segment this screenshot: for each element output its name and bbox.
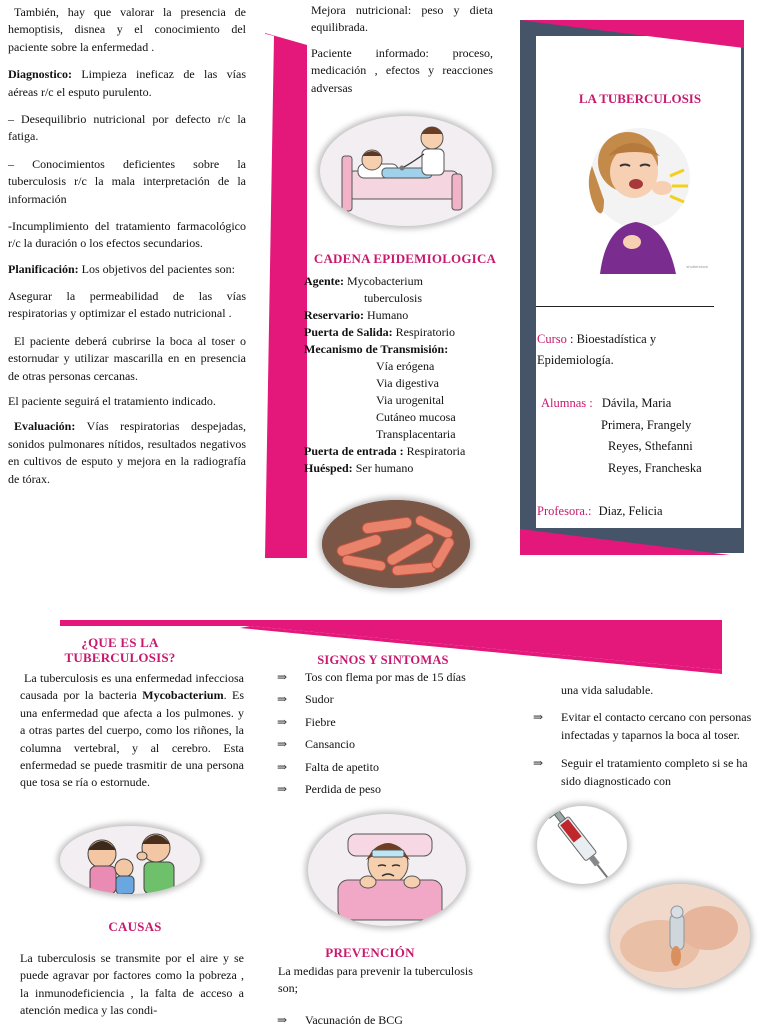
- nutricion-paragraph: Mejora nutricional: peso y dieta equilibrada.: [311, 3, 493, 35]
- via-item: Via digestiva: [376, 376, 439, 391]
- symptom-item: ⇒ Sudor: [277, 691, 507, 708]
- reservorio-value: Humano: [366, 308, 409, 323]
- huesped-label: Huésped:: [304, 461, 353, 476]
- causas-paragraph: La tuberculosis se transmite por el aire y se puede agravar por factores como la pobreza , la inmunodeficiencia , la falta de acceso a atención medica y las condi-: [20, 951, 244, 1018]
- curso-label: Curso: [537, 332, 567, 346]
- curso-value: : Bioestadística y Epidemiología.: [537, 332, 657, 368]
- prevencion-intro: La medidas para prevenir la tuberculosis son;: [278, 964, 473, 996]
- via-item: Vía erógena: [376, 359, 435, 374]
- diagnostico-label: Diagnostico:: [8, 67, 72, 82]
- sick-girl-icon: [308, 814, 466, 926]
- people-coughing-illustration: [60, 826, 200, 894]
- cover-pink-top: [520, 20, 744, 50]
- doctor-patient-icon: [320, 116, 492, 226]
- diagnostico-text: Limpieza ineficaz de las vías aéreas r/c el esputo purulento.: [8, 67, 246, 99]
- bacteria-name: Mycobacterium: [142, 688, 224, 703]
- coughing-girl-illustration: [560, 116, 718, 274]
- bacteria-image: [322, 500, 470, 588]
- symptom-item: ⇒ Fiebre: [277, 714, 507, 731]
- agente-row: [304, 273, 504, 290]
- shutterstock-tag: shutterstock: [686, 264, 708, 270]
- evaluacion-paragraph: [8, 418, 246, 488]
- planificacion-text: Los objetivos del pacientes son:: [78, 261, 235, 276]
- symptom-item: ⇒ Perdida de peso: [277, 781, 507, 798]
- medical-exam-icon: [610, 884, 750, 988]
- symptom-item: ⇒ Tos con flema por mas de 15 días: [277, 669, 507, 686]
- plan3-paragraph: El paciente seguirá el tratamiento indicado.: [8, 394, 216, 409]
- alumna-name: Reyes, Francheska: [608, 460, 702, 475]
- cadena-title: CADENA EPIDEMIOLOGICA: [313, 251, 497, 266]
- alumna-name: Dávila, Maria: [601, 396, 672, 410]
- que-es-title-line1: ¿QUE ES LA: [81, 635, 159, 650]
- syringe-illustration: [537, 806, 627, 884]
- salida-row: [304, 324, 504, 341]
- profesora-value: Diaz, Felicia: [598, 504, 663, 518]
- coughing-girl-icon: [560, 116, 718, 274]
- plan1-paragraph: Asegurar la permeabilidad de las vías respiratorias y optimizar el estado nutricional .: [8, 289, 246, 321]
- agente-row-2: [304, 290, 504, 307]
- entrada-row: [304, 443, 504, 460]
- salida-value: Respiratorio: [395, 325, 455, 340]
- agente-label: Agente:: [304, 274, 344, 288]
- entrada-label: Puerta de entrada :: [304, 444, 404, 459]
- sick-girl-illustration: [308, 814, 466, 926]
- cover-pink-bottom: [520, 525, 744, 555]
- profesora-label: Profesora.:: [537, 504, 592, 518]
- huesped-value: Ser humano: [355, 461, 414, 476]
- people-coughing-icon: [60, 826, 200, 894]
- prevention-list-cont: [533, 708, 761, 795]
- dx4-paragraph: -Incumplimiento del tratamiento farmacológico r/c la duración o los efectos secundarios.: [8, 218, 246, 251]
- alumna-name: Primera, Frangely: [601, 417, 692, 432]
- huesped-row: [304, 460, 504, 477]
- prevencion-list: [277, 1012, 507, 1034]
- reservorio-row: [304, 307, 504, 324]
- cover-title: LA TUBERCULOSIS: [578, 91, 702, 106]
- planificacion-label: Planificación:: [8, 261, 79, 276]
- intro-paragraph: También, hay que valorar la presencia de hemoptisis, disnea y el conocimiento del paciente sobre la enfermedad .: [8, 5, 246, 54]
- doctor-patient-illustration: [320, 116, 492, 226]
- prevencion-title: PREVENCIÓN: [325, 945, 415, 960]
- plan2-paragraph: El paciente deberá cubrirse la boca al toser o estornudar y utilizar mascarilla en en presencia de otras personas cercanas.: [8, 333, 246, 383]
- alumnas-label: Alumnas :: [541, 396, 593, 410]
- mecanismo-row: [304, 341, 504, 358]
- informado-paragraph: Paciente informado: proceso, medicación , efectos y reacciones adversas: [311, 45, 493, 95]
- planificacion-paragraph: [8, 261, 246, 278]
- cover-divider: [536, 306, 714, 307]
- cadena-list: [304, 273, 504, 477]
- que-es-title: [30, 636, 210, 666]
- que-es-text-b: . Es una enfermedad que afecta a los pulmones. y a otras partes del cuerpo, como los riñones, la columna vertebral, y al cerebro. Esta enfermedad se puede trasmitir de una persona que tosa se ría o estornude.: [20, 688, 244, 790]
- alumnas-row-1: [541, 393, 731, 415]
- causas-title: CAUSAS: [108, 919, 162, 934]
- diagnostico-paragraph: [8, 66, 246, 101]
- reservorio-label: Reservario:: [304, 308, 364, 323]
- evaluacion-text: Vías respiratorias despejadas, sonidos pulmonares nítidos, resultados negativos en cultivos de esputo y mejora en la radiografía de tórax.: [8, 419, 246, 486]
- dx2-paragraph: – Desequilibrio nutricional por defecto r/c la fatiga.: [8, 111, 246, 144]
- curso-block: [537, 329, 727, 372]
- que-es-text-a: La tuberculosis es una enfermedad infecciosa causada por la bacteria: [20, 671, 244, 703]
- salida-label: Puerta de Salida:: [304, 325, 393, 340]
- bacteria-icon: [322, 500, 470, 588]
- symptom-item: ⇒ Falta de apetito: [277, 759, 507, 776]
- evaluacion-label: Evaluación:: [14, 419, 76, 434]
- agente-value: Mycobacterium: [346, 274, 423, 288]
- que-es-paragraph: [20, 670, 244, 792]
- column-2-top: [311, 2, 493, 103]
- via-item: Via urogenital: [376, 393, 445, 408]
- healthy-life-continuation: una vida saludable.: [561, 683, 654, 697]
- alumna-name: Reyes, Sthefanni: [608, 439, 693, 453]
- que-es-title-line2: TUBERCULOSIS?: [64, 649, 176, 665]
- alumnas-block: [541, 393, 731, 479]
- prevention-item: ⇒ Seguir el tratamiento completo si se ha sido diagnosticado con: [533, 754, 761, 790]
- dx3-paragraph: – Conocimientos deficientes sobre la tuberculosis r/c la mala interpretación de la información: [8, 156, 246, 206]
- entrada-value: Respiratoria: [406, 444, 466, 459]
- via-item: Cutáneo mucosa: [376, 410, 456, 425]
- prevention-item: ⇒ Vacunación de BCG: [277, 1012, 507, 1029]
- via-item: Transplacentaria: [376, 427, 456, 442]
- agente-value-2: tuberculosis: [364, 291, 422, 306]
- prevention-item: ⇒ Evitar el contacto cercano con personas infectadas y taparnos la boca al toser.: [533, 708, 761, 744]
- profesora-block: [537, 502, 727, 520]
- symptom-item: ⇒ Cansancio: [277, 736, 507, 753]
- medical-exam-image: [610, 884, 750, 988]
- mecanismo-label: Mecanismo de Transmisión:: [304, 342, 449, 357]
- signos-list: [277, 669, 507, 803]
- pink-diagonal-band-inner: [262, 33, 284, 558]
- column-1: [8, 4, 246, 494]
- syringe-icon: [537, 806, 627, 884]
- signos-title: SIGNOS Y SINTOMAS: [317, 653, 449, 667]
